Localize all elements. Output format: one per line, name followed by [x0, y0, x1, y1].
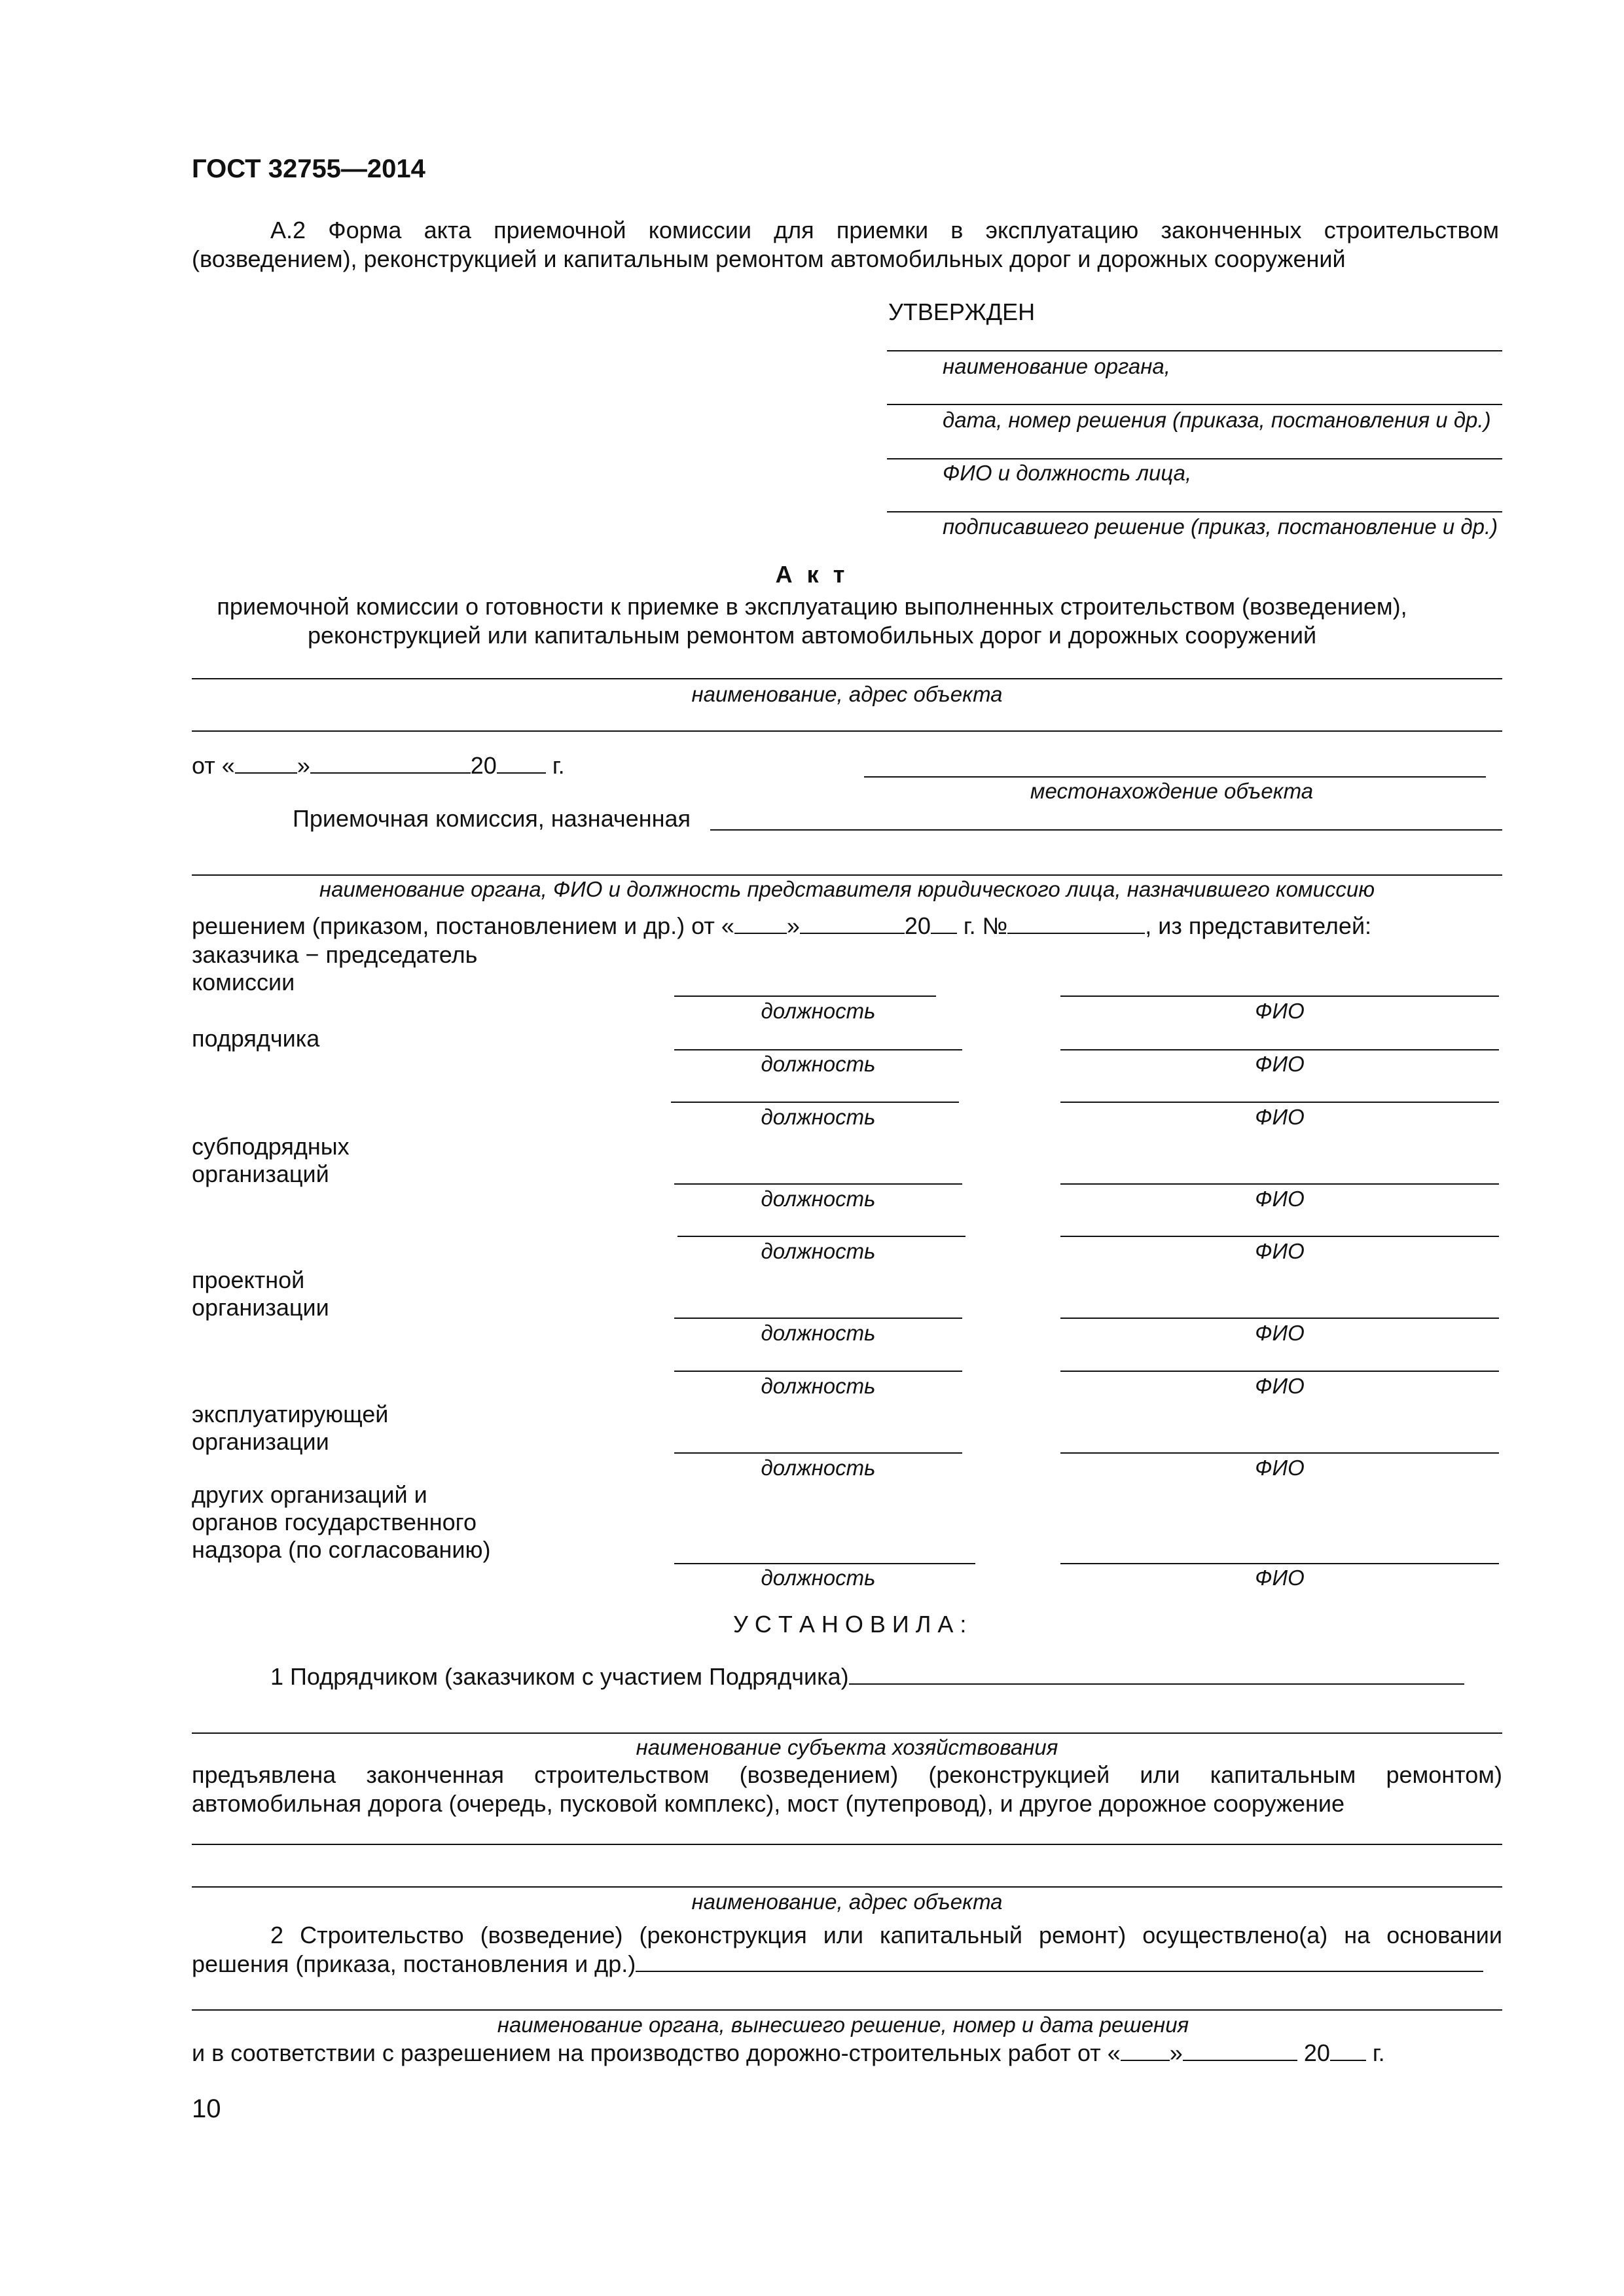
subject-caption: наименование субъекта хозяйствования	[636, 1735, 1058, 1759]
operating-name-caption-1: ФИО	[1255, 1374, 1305, 1398]
customer-name-line[interactable]	[1060, 996, 1499, 997]
decision-year-prefix: 20	[904, 912, 931, 939]
operating-position-line-2[interactable]	[674, 1452, 962, 1454]
approval-caption-4: подписавшего решение (приказ, постановление и др.)	[943, 514, 1498, 539]
other-label-1: других организаций и	[192, 1481, 427, 1508]
other-position-caption: должность	[761, 1566, 876, 1590]
subcontractors-label-1: субподрядных	[192, 1133, 350, 1160]
presented-object-line-2[interactable]	[192, 1886, 1502, 1888]
object-caption-2: наименование, адрес объекта	[691, 1890, 1003, 1914]
document-code: ГОСТ 32755—2014	[192, 154, 425, 183]
sub-position-caption-2: должность	[761, 1187, 876, 1211]
object-line-1[interactable]	[192, 678, 1502, 679]
other-name-line[interactable]	[1060, 1563, 1499, 1564]
subcontractors-label-2: организаций	[192, 1160, 329, 1187]
contractor-label: подрядчика	[192, 1025, 320, 1052]
presented-object-line-1[interactable]	[192, 1844, 1502, 1845]
contractor-name-field[interactable]	[849, 1664, 1464, 1685]
permit-day-field[interactable]	[1121, 2040, 1170, 2061]
design-label-2: организации	[192, 1294, 329, 1321]
approval-line-1[interactable]	[887, 350, 1502, 351]
commission-label: Приемочная комиссия, назначенная	[293, 805, 691, 832]
permit-year-prefix: 20	[1297, 2039, 1330, 2066]
contractor-name-line[interactable]	[1060, 1049, 1499, 1050]
approval-caption-3: ФИО и должность лица,	[943, 461, 1192, 485]
design-position-caption-1: должность	[761, 1239, 876, 1263]
decision-text-5: , из представителей:	[1145, 912, 1372, 939]
permit-line	[192, 2039, 1385, 2068]
operating-position-line-1[interactable]	[674, 1371, 962, 1372]
date-prefix: от «	[192, 752, 235, 779]
permit-text-2: »	[1169, 2039, 1183, 2066]
design-name-line-1[interactable]	[1060, 1236, 1499, 1237]
location-caption: местонахождение объекта	[1030, 779, 1314, 803]
decision-number-field[interactable]	[1007, 913, 1145, 934]
customer-label-2: комиссии	[192, 969, 295, 996]
object-line-2[interactable]	[192, 730, 1502, 732]
act-date	[192, 751, 565, 780]
act-subtitle-2: реконструкцией или капитальным ремонтом автомобильных дорог и дорожных сооружений	[307, 622, 1317, 649]
decision-text-1: решением (приказом, постановлением и др.) от «	[192, 912, 734, 939]
permit-text-4: г.	[1365, 2039, 1385, 2066]
presented-line-2: автомобильная дорога (очередь, пусковой комплекс), мост (путепровод), и другое дорожное сооружение	[192, 1790, 1344, 1817]
decision-caption: наименование органа, вынесшего решение, номер и дата решения	[497, 2013, 1189, 2037]
other-position-line[interactable]	[674, 1563, 975, 1564]
date-mid: »	[297, 752, 310, 779]
sub-position-line-2[interactable]	[674, 1183, 962, 1185]
decision-basis-line[interactable]	[192, 2009, 1502, 2011]
contractor-name-caption: ФИО	[1255, 1052, 1305, 1076]
customer-position-line[interactable]	[674, 996, 936, 997]
design-name-caption-2: ФИО	[1255, 1321, 1305, 1345]
operating-position-caption-2: должность	[761, 1456, 876, 1480]
item-2-line-2	[192, 1950, 1483, 1979]
item-2-line-1: 2 Строительство (возведение) (реконструкция или капитальный ремонт) осуществлено(а) на основании	[270, 1922, 1502, 1948]
item-1	[270, 1662, 1464, 1691]
date-month-field[interactable]	[310, 753, 471, 774]
design-position-line-2[interactable]	[674, 1318, 962, 1319]
sub-position-caption-1: должность	[761, 1105, 876, 1129]
operating-label-2: организации	[192, 1428, 329, 1455]
decision-text-2: »	[786, 912, 800, 939]
decision-year-field[interactable]	[931, 913, 957, 934]
design-name-line-2[interactable]	[1060, 1318, 1499, 1319]
commission-caption: наименование органа, ФИО и должность представителя юридического лица, назначившего комиссию	[319, 877, 1375, 901]
decision-basis-field[interactable]	[636, 1951, 1483, 1972]
operating-label-1: эксплуатирующей	[192, 1401, 389, 1427]
decision-month-field[interactable]	[800, 913, 905, 934]
object-caption: наименование, адрес объекта	[691, 682, 1003, 706]
approval-title: УТВЕРЖДЕН	[888, 298, 1036, 325]
approval-line-4[interactable]	[887, 511, 1502, 512]
commission-line-1[interactable]	[710, 829, 1502, 831]
act-title: А к т	[775, 561, 849, 588]
decision-line	[192, 912, 1371, 941]
date-year-field[interactable]	[497, 753, 546, 774]
customer-position-caption: должность	[761, 999, 876, 1023]
date-day-field[interactable]	[235, 753, 297, 774]
customer-label-1: заказчика − председатель	[192, 941, 478, 968]
sub-name-caption-1: ФИО	[1255, 1105, 1305, 1129]
date-suffix: г.	[545, 752, 565, 779]
operating-position-caption-1: должность	[761, 1374, 876, 1398]
other-name-caption: ФИО	[1255, 1566, 1305, 1590]
approval-line-3[interactable]	[887, 458, 1502, 459]
established-title: У С Т А Н О В И Л А :	[733, 1611, 967, 1638]
design-label-1: проектной	[192, 1266, 305, 1293]
intro-line-2: (возведением), реконструкцией и капитальным ремонтом автомобильных дорог и дорожных сооружений	[192, 245, 1346, 272]
page-number: 10	[192, 2094, 221, 2123]
item-1-text: 1 Подрядчиком (заказчиком с участием Подрядчика)	[270, 1663, 849, 1690]
intro-line-1: А.2 Форма акта приемочной комиссии для приемки в эксплуатацию законченных строительством	[270, 217, 1499, 243]
commission-line-2[interactable]	[192, 874, 1502, 876]
operating-name-caption-2: ФИО	[1255, 1456, 1305, 1480]
decision-day-field[interactable]	[734, 913, 787, 934]
sub-name-line-2[interactable]	[1060, 1183, 1499, 1185]
location-line[interactable]	[864, 776, 1486, 778]
permit-year-field[interactable]	[1330, 2040, 1366, 2061]
approval-line-2[interactable]	[887, 404, 1502, 405]
sub-name-caption-2: ФИО	[1255, 1187, 1305, 1211]
subject-line[interactable]	[192, 1732, 1502, 1734]
date-year-prefix: 20	[470, 752, 497, 779]
contractor-position-caption: должность	[761, 1052, 876, 1076]
sub-name-line-1[interactable]	[1060, 1102, 1499, 1103]
approval-caption-1: наименование органа,	[943, 354, 1170, 378]
design-position-line-1[interactable]	[677, 1236, 965, 1237]
act-subtitle-1: приемочной комиссии о готовности к приемке в эксплуатацию выполненных строительством (возведением),	[217, 593, 1407, 620]
sub-position-line-1[interactable]	[671, 1102, 959, 1103]
customer-name-caption: ФИО	[1255, 999, 1305, 1023]
contractor-position-line[interactable]	[674, 1049, 962, 1050]
decision-text-4: г. №	[956, 912, 1008, 939]
other-label-3: надзора (по согласованию)	[192, 1536, 491, 1563]
approval-caption-2: дата, номер решения (приказа, постановления и др.)	[943, 408, 1491, 432]
permit-month-field[interactable]	[1183, 2040, 1297, 2061]
presented-line-1: предъявлена законченная строительством (возведением) (реконструкцией или капитальным ремонтом)	[192, 1761, 1502, 1788]
design-position-caption-2: должность	[761, 1321, 876, 1345]
operating-name-line-2[interactable]	[1060, 1452, 1499, 1454]
operating-name-line-1[interactable]	[1060, 1371, 1499, 1372]
design-name-caption-1: ФИО	[1255, 1239, 1305, 1263]
permit-text-1: и в соответствии с разрешением на производство дорожно-строительных работ от «	[192, 2039, 1121, 2066]
item-2-text: решения (приказа, постановления и др.)	[192, 1950, 636, 1977]
other-label-2: органов государственного	[192, 1509, 477, 1535]
